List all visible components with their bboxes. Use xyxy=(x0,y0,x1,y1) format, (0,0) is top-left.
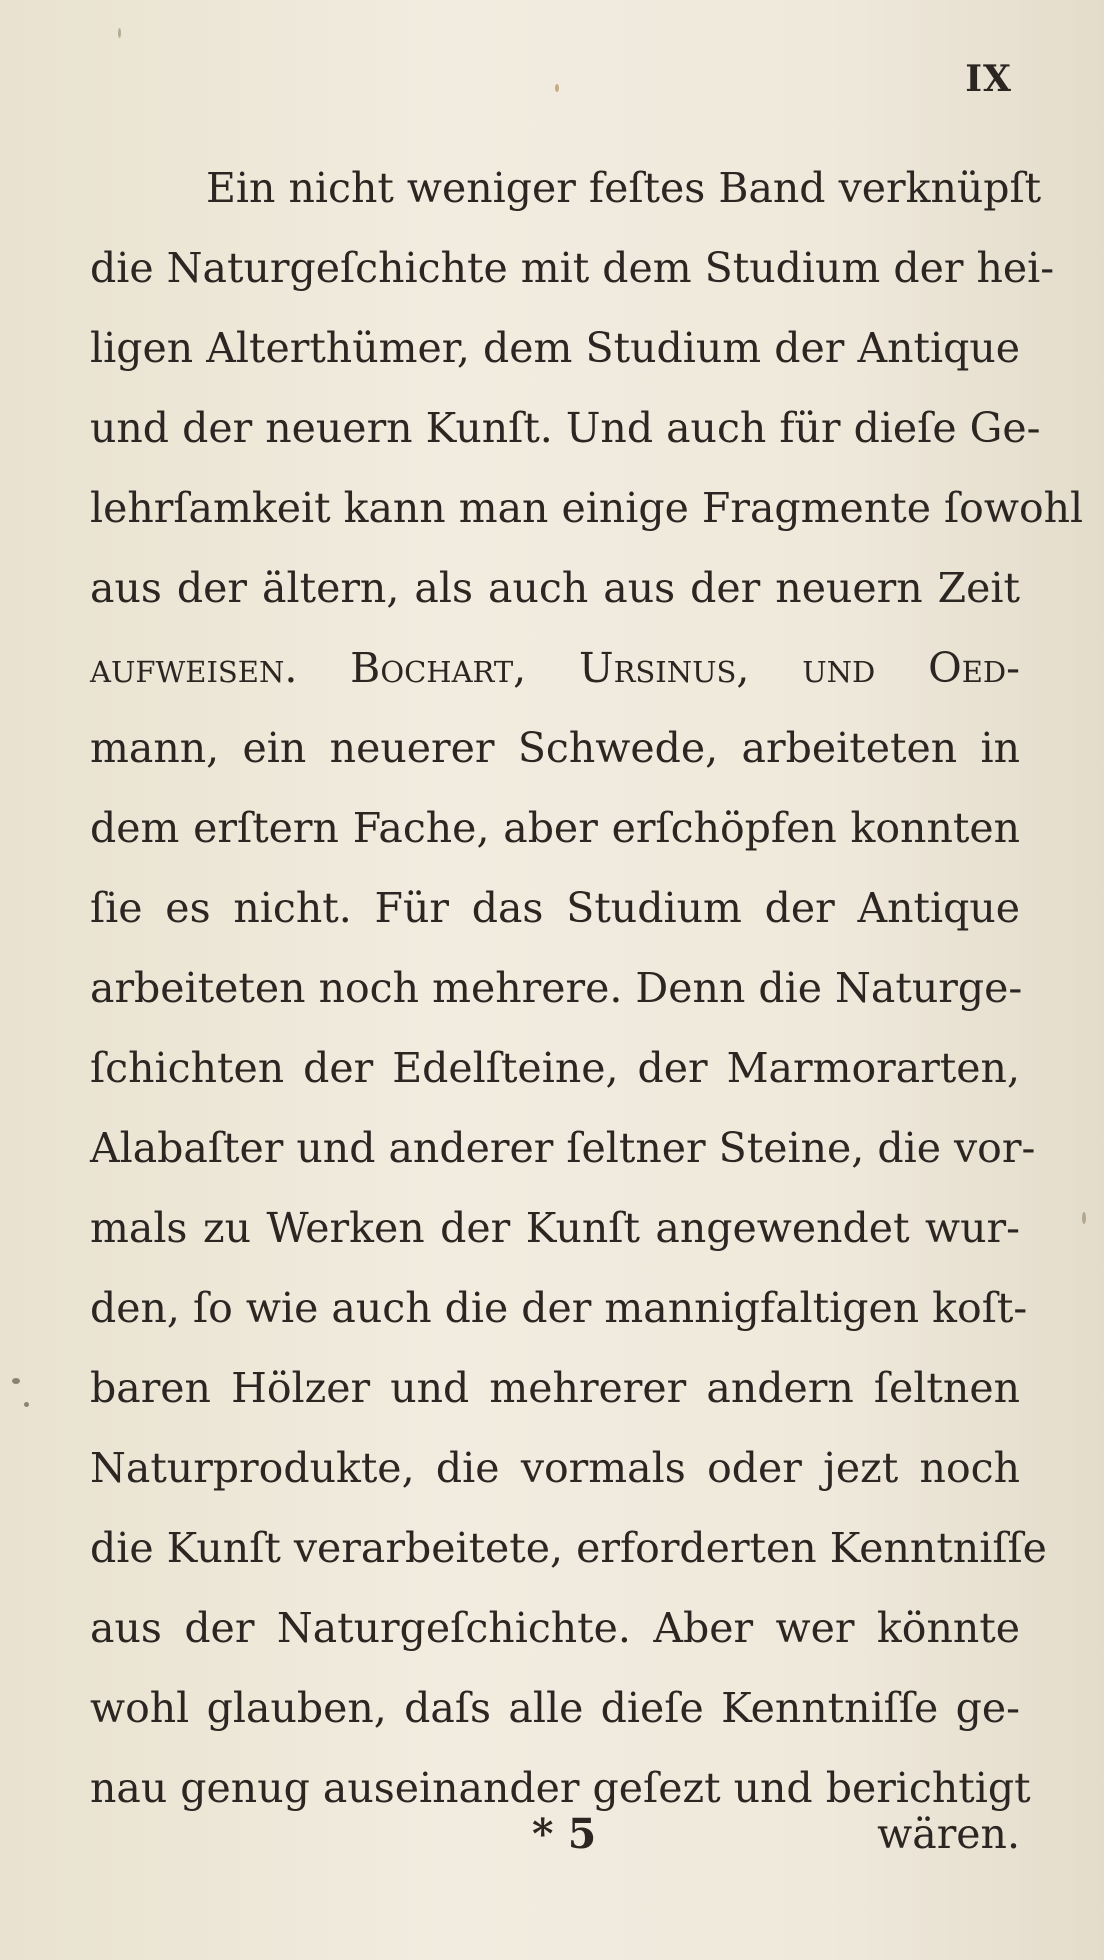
text-line: mals zu Werken der Kunſt angewendet wur- xyxy=(90,1204,1020,1252)
page-footer xyxy=(90,1810,1020,1880)
page-number: IX xyxy=(965,58,1012,100)
text-line: aus der ältern, als auch aus der neuern Zeit xyxy=(90,564,1020,612)
text-line: wohl glauben, daſs alle dieſe Kenntniſſe ge- xyxy=(90,1684,1020,1732)
text-line: mann, ein neuerer Schwede, arbeiteten in xyxy=(90,724,1020,772)
paper-speck xyxy=(118,28,121,38)
text-line: ſie es nicht. Für das Studium der Antique xyxy=(90,884,1020,932)
paper-speck xyxy=(555,84,559,92)
text-line: den, ſo wie auch die der mannigfaltigen koſt- xyxy=(90,1284,1028,1332)
body-text xyxy=(90,148,1084,1828)
text-line: nau genug auseinander geſezt und berichtigt xyxy=(90,1764,1031,1812)
text-line: ligen Alterthümer, dem Studium der Antique xyxy=(90,324,1020,372)
text-line: arbeiteten noch mehrere. Denn die Naturge- xyxy=(90,964,1023,1012)
text-line: und der neuern Kunſt. Und auch für dieſe Ge- xyxy=(90,404,1041,452)
text-line: ſchichten der Edelſteine, der Marmorarten, xyxy=(90,1044,1020,1092)
text-line: baren Hölzer und mehrerer andern ſeltnen xyxy=(90,1364,1020,1412)
text-line: dem erſtern Fache, aber erſchöpfen konnten xyxy=(90,804,1020,852)
paper-speck xyxy=(24,1402,29,1407)
catchword: wären. xyxy=(877,1810,1020,1858)
text-line: Ein nicht weniger feſtes Band verknüpſt xyxy=(206,164,1042,212)
paper-speck xyxy=(1082,1212,1086,1224)
signature-mark: * 5 xyxy=(532,1810,597,1858)
text-line: aufweiſen. Bochart, Ursinus, und Oed- xyxy=(90,644,1020,692)
text-line: die Kunſt verarbeitete, erforderten Kenntniſſe xyxy=(90,1524,1047,1572)
text-line: lehrſamkeit kann man einige Fragmente ſowohl xyxy=(90,484,1084,532)
text-line: Naturprodukte, die vormals oder jezt noch xyxy=(90,1444,1020,1492)
text-line: aus der Naturgeſchichte. Aber wer könnte xyxy=(90,1604,1020,1652)
text-line: Alabaſter und anderer ſeltner Steine, die vor- xyxy=(90,1124,1036,1172)
paper-speck xyxy=(12,1378,20,1384)
text-line: die Naturgeſchichte mit dem Studium der hei- xyxy=(90,244,1055,292)
